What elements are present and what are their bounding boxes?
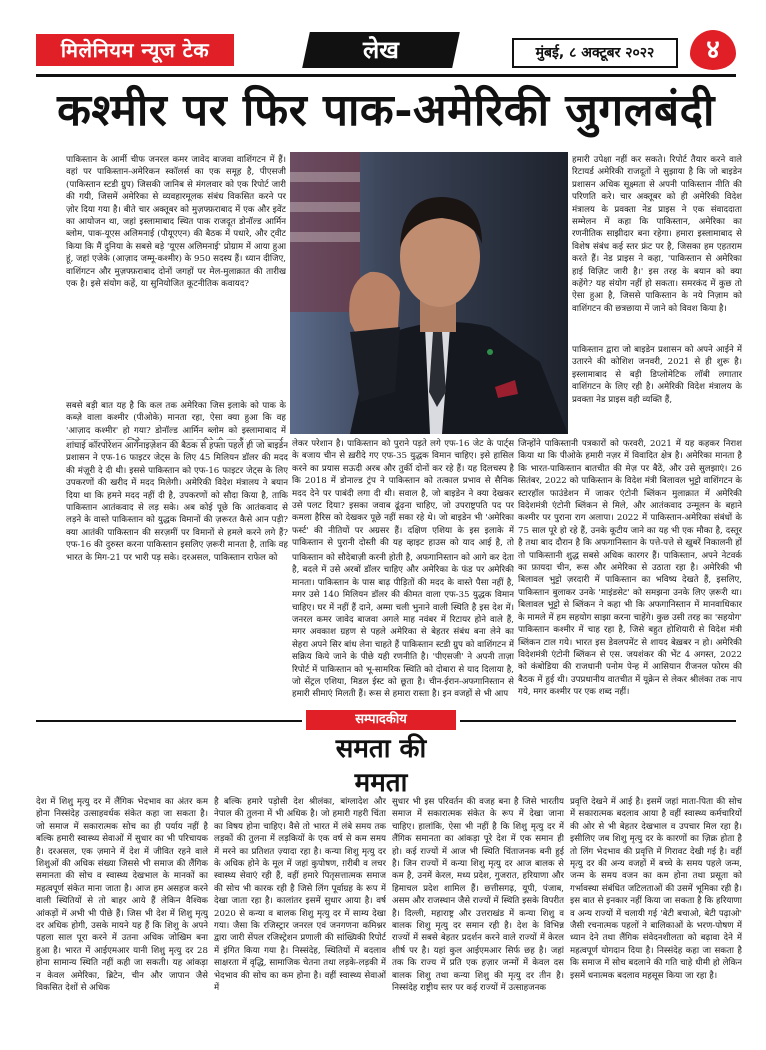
article-column-left: पाकिस्तान के आर्मी चीफ जनरल कमर जावेद बाजवा वाशिंगटन में हैं। वहां पर पाकिस्तान-अमेरिकन स्कॉलर्स का एक समूह है, पीएसजी (पाकिस्तान स्टडी ग्रुप) जिसकी जानिब से मंगलवार को एक रिपोर्ट जारी की गयी, जिसमें अमेरिका से व्यवहारमूलक संबंध विकसित करने पर ज़ोर दिया गया है। बीते चार अक्तूबर को मुज़फ्फ़राबाद में एक और इवेंट का आयोजन था, जहां इस्लामाबाद स्थित पाक राजदूत डोनॉल्ड आर्मिन ब्लोम, पाक-यूएस अलिमनाई (पौयूएएन) की बैठक में पधारे, और ट्वीट किया कि मैं दुनिया के सबसे बड़े 'यूएस अलिमनाई' प्रोग्राम में आया हुआ हूं, जहां एजेके (आज़ाद जम्मू-कश्मीर) के 950 सदस्य हैं। ध्यान दीजिए, वाशिंगटन और मुज़फ्फ़राबाद दोनों जगहों पर मेल-मुलाक़ात की तारीख एक है। इसे संयोग कहें, या सुनियोजित कूटनीतिक कवायद? — [66, 155, 286, 290]
editorial-column-3: सुधार भी इस परिवर्तन की वजह बना है जिसे भारतीय समाज में सकारात्मक संकेत के रूप में देखा जाना चाहिए। हालांकि, ऐसा भी नहीं है कि शिशु मृत्यु दर में लैंगिक समानता का आंकड़ा पूरे देश में एक समान ही हो। कई राज्यों में आज भी स्थिति चिंताजनक बनी हुई है। जिन राज्यों में कन्या शिशु मृत्यु दर आज बालक से कम है, उनमें केरल, मध्य प्रदेश, गुजरात, हरियाणा और हिमाचल प्रदेश शामिल हैं। छत्तीसगढ़, यूपी, पंजाब, असम और राजस्थान जैसे राज्यों में स्थिति इसके विपरीत है। दिल्ली, महाराष्ट्र और उत्तराखंड में कन्या शिशु व बालक शिशु मृत्यु दर समान रही है। देश के विभिन्न राज्यों में सबसे बेहतर प्रदर्शन करने वाले राज्यों में केरल शीर्ष पर है। यहां कुल आईएमआर सिर्फ छह है। जहां तक कि राज्य में प्रति एक हज़ार जन्मों में केवल दस बालक शिशु तथा कन्या शिशु की मृत्यु दर तीन है। निस्संदेह राष्ट्रीय स्तर पर कई राज्यों में उत्साहजनक — [392, 797, 564, 994]
editorial-column-4: प्रवृत्ति देखने में आई है। इसमें जहां माता-पिता की सोच में सकारात्मक बदलाव आया है वहीं स्वास्थ्य कर्मचारियों की ओर से भी बेहतर देखभाल व उपचार मिल रहा है। इसीलिए जब शिशु मृत्यु दर के कारणों का ज़िक्र होता है तो लिंग भेदभाव की प्रवृत्ति में गिरावट देखी गई है। वहीं मृत्यु दर की अन्य वजहों में बच्चे के समय पहले जन्म, जन्म के समय वजन का कम होना तथा प्रसूता को गर्भावस्था संबंधित जटिलताओं की उसमें भूमिका रही है। इस बात से इनकार नहीं किया जा सकता है कि हरियाणा व अन्य राज्यों में चलायी गई 'बेटी बचाओ, बेटी पढ़ाओ' जैसी रचनात्मक पहलों ने बालिकाओं के भरण-पोषण में ध्यान देने तथा लैंगिक संवेदनशीलता को बढ़ावा देने में महत्वपूर्ण योगदान दिया है। निस्संदेह कहा जा सकता है कि समाज में सोच बदलाने की गति चाहे धीमी हो लेकिन इसमें धनात्मक बदलाव महसूस किया जा रहा है। — [570, 797, 742, 981]
section-tag — [302, 32, 460, 68]
portrait-illustration — [290, 152, 568, 434]
brand-logo: मिलेनियम न्यूज टेक — [36, 34, 234, 66]
article-column-right-mid: पाकिस्तान द्वारा जो बाइडेन प्रशासन को अपने आईने में उतारने की कोशिश जनवरी, 2021 से ही शुरू है। इस्लामाबाद से बड़ी डिप्लोमेटिक लॉबी लगातार वाशिंगटन के लिए रही है। अमेरिकी विदेश मंत्रालय के प्रवक्ता नेड प्राइस वही व्यक्ति हैं, — [572, 345, 742, 405]
article-column-1: शांघाई कॉरपोरेशन आर्गेनाइज़ेशन की बैठक से हफ्ता पहले ही जो बाइडेन प्रशासन ने एफ-16 फाइटर जेट्स के लिए 45 मिलियन डॉलर की मदद की मंज़ूरी दे दी थी। इससे पाकिस्तान को एफ-16 फाइटर जेट्स के लिए उपकरणों की खरीद में मदद मिलेगी। अमेरिकी विदेश मंत्रालय ने बयान दिया था कि हमने मदद नहीं दी है, उपकरणों को सौदा किया है, ताकि पाकिस्तान आतंकवाद से लड़ सके। अब कोई पूछे कि आतंकवाद से लड़ने के वास्ते पाकिस्तान को युद्धक विमानों की ज़रूरत कैसे आन पड़ी? क्या आतंकी पाकिस्तान की सरज़मीं पर विमानों से हमले करने लगे हैं? एफ-16 की दुरुस्त करना पाकिस्तान इसलिए ज़रूरी मानता है, ताकि वह भारत के मिग-21 पर भारी पड़ सके। दरअसल, पाकिस्तान राफेल को — [66, 441, 288, 563]
editorial-column-2: है बल्कि हमारे पड़ोसी देश श्रीलंका, बांग्लादेश और नेपाल की तुलना में भी अधिक है। जो हमारी गहरी चिंता का विषय होना चाहिए। वैसे तो भारत में लंबे समय तक लड़कों की तुलना में लड़कियों के एक वर्ष से कम समय में मरने का प्रतिशत ज़्यादा रहा है। कन्या शिशु मृत्यु दर के अधिक होने के मूल में जहां कुपोषण, ग़रीबी व लचर स्वास्थ्य सेवाएं रही हैं, वहीं हमारे पितृसत्तात्मक समाज की सोच भी कारक रही है जिसे लिंग पूर्वाग्रह के रूप में देखा जाता रहा है। कालांतर इसमें सुधार आया है। वर्ष 2020 से कन्या व बालक शिशु मृत्यु दर में साम्य देखा गया। जैसा कि रजिस्ट्रार जनरल एवं जनगणना कमिश्नर द्वारा जारी सेंपल रजिस्ट्रेशन प्रणाली की सांख्यिकी रिपोर्ट में इंगित किया गया है। निस्संदेह, स्थितियों में बदलाव साक्षरता में वृद्धि, सामाजिक चेतना तथा लड़के-लड़की में भेदभाव की सोच का कम होना है। वहीं स्वास्थ्य सेवाओं में — [214, 797, 386, 994]
article-column-left-wide-start: सबसे बड़ी बात यह है कि कल तक अमेरिका जिस इलाके को पाक के कब्ज़े वाला कश्मीर (पीओके) मानता रहा, ऐसा क्या हुआ कि वह 'आज़ाद कश्मीर' हो गया? डोनॉल्ड आर्मिन ब्लोम को इस्लामाबाद में — [66, 401, 286, 436]
section-tag-label: लेख — [363, 36, 399, 64]
editorial-label: सम्पादकीय — [306, 710, 456, 730]
article-column-4: जिन्होंने पाकिस्तानी पत्रकारों को फरवरी, 2021 में यह कहकर निराश किया था कि पीओके हमारी नज़र में विवादित क्षेत्र है। अमेरिका मानता है कि भारत-पाकिस्तान बातचीत की मेज़ पर बैठें, और उसे सुलझाएं। 26 सितंबर, 2022 को पाकिस्तान के विदेश मंत्री बिलावल भुट्टो वाशिंगटन के स्टारहॉल फाउंडेशन में जाकर एंटोनी ब्लिंकन मुलाक़ात में अमेरिकी विदेशमंत्री एंटोनी ब्लिंकन से मिले, और आतंकवाद उन्मूलन के बहाने कश्मीर पर पुराना राग अलापा। 2022 में पाकिस्तान-अमेरिका संबंधों के 75 साल पूरे हो रहे हैं, उनके कूटीय जाने का यह भी एक मौका है, दस्तूर है तथा बाद दौरान है कि अफगानिस्तान के पत्ते-पत्ते से खुबरें निकालनी हों तो पाकिस्तानी शुद्ध सबसे अधिक कारगर हैं। पाकिस्तान, अपने नेटवर्क का फ़ायदा चीन, रूस और अमेरिका से उठाता रहा है। अमेरिकी भी बिलावल भुट्टो ज़रदारी में पाकिस्तान का भविष्य देखते हैं, इसलिए, पाकिस्तान बुलाकर उनके 'माइंडसेट' को समझना उनके लिए ज़रूरी था। बिलावल भुट्टो से ब्लिंकन ने कहा भी कि अफगानिस्तान में मानवाधिकार के मामले में हम सहयोग साझा करना चाहेंगे। कुछ उसी तरह का 'सहयोग' पाकिस्तान कश्मीर में चाह रहा है, जिसे बहुत होशियारी से विदेश मंत्री ब्लिंकन टाल गये। भारत इस डेवलपमेंट से शायद बेख़बर न हो। अमेरिकी विदेशमंत्री एंटोनी ब्लिंकन से एस. जयशंकर की भेंट 4 अगस्त, 2022 को कंबोडिया की राजधानी पनोम पेन्ह में आसियान रीजनल फोरम की बैठक में हुई थी। उपप्रधानीय वातचीत में यूक्रेन से लेकर श्रीलंका तक नाप गये, मगर कश्मीर पर एक शब्द नहीं। — [518, 439, 742, 698]
page-number: ४ — [690, 30, 736, 70]
headline: कश्मीर पर फिर पाक-अमेरिकी जुगलबंदी — [57, 85, 715, 136]
portrait-photo — [290, 152, 568, 434]
dateline: मुंबई, ८ अक्टूबर २०२२ — [512, 38, 678, 68]
editorial-rule-left — [36, 720, 302, 722]
editorial-rule-right — [460, 720, 736, 722]
masthead — [0, 26, 766, 72]
article-column-3: पाकिस्तान को सौदेबाज़ी करनी होती है, अफगानिस्तान को आगे कर देता है, बदले में उसे अरबों डॉलर चाहिए और अमेरिका के फंड पर अमेरिकी मानता। पाकिस्तान के पास बाढ़ पीड़ितों की मदद के वास्ते पैसा नहीं है, मगर उसे 140 मिलियन डॉलर की कीमत वाला एफ-35 युद्धक विमान चाहिए। घर में नहीं हैं दाने, अम्मा चली भुनाने वाली स्थिति है इस देश में। जनरल कमर जावेद बाजवा अगले माह नवंबर में रिटायर होने वाले हैं, मगर अवकाश ग्रहण से पहले अमेरिका से बेहतर संबंध बना लेने का सेहरा अपने सिर बांध लेना चाहते हैं पाकिस्तान स्टडी ग्रुप को वाशिंगटन में सक्रिय किये जाने के पीछे यही रणनीति है। 'पीएसजी' ने अपनी ताज़ा रिपोर्ट में पाकिस्तान को भू-सामरिक स्थिति को दोबारा से याद दिलाया है, जो सेंट्रल एशिया, मिडल ईस्ट को छूता है। चीन-ईरान-अफगानिस्तान से हमारी सीमाएं मिलती हैं। रूस से हमारा रास्ता है। इन वजहों से भी आप — [292, 553, 514, 700]
article-column-right-top: हमारी उपेक्षा नहीं कर सकते। रिपोर्ट तैयार करने वाले रिटायर्ड अमेरिकी राजदूतों ने सुझाया है कि जो बाइडेन प्रशासन अधिक सूक्ष्मता से अपनी पाकिस्तान नीति की परिणति करे। चार अक्तूबर को ही अमेरिकी विदेश मंत्रालय के प्रवक्ता नेड प्राइस ने एक संवाददाता सम्मेलन में कहा कि पाकिस्तान, अमेरिका का रणनीतिक साझीदार बना रहेगा। हमारा इस्लामाबाद से विशेष संबंध कई स्तर फ्रंट पर है, जिसका हम एहतराम करते हैं। नेड प्राइस ने कहा, 'पाकिस्तान से अमेरिका हाई विज़िट जारी है।' इस तरह के बयान को क्या कहेंगे? यह संयोग नहीं हो सकता। समरकंद में कुछ तो ऐसा हुआ है, जिससे पाकिस्तान के नये निज़ाम को वाशिंगटन की छत्रछाया में जाने को विवश किया है। — [572, 155, 742, 314]
article-column-2: लेकर परेशान है। पाकिस्तान को पुराने पड़ते लगे एफ-16 जेट के पार्ट्स के बजाय चीन से ख़रीदे गए एफ-35 युद्धक विमान चाहिए। इसे हासिल करने का प्रयास सऊदी अरब और तुर्की दोनों कर रहे हैं। यह दिलचस्प है कि 2018 में डोनाल्ड ट्रंप ने पाकिस्तान को तत्काल प्रभाव से सैनिक मदद देने पर पाबंदी लगा दी थी। सवाल है, जो बाइडेन ने क्या देखकर उसे पलट दिया? इसका जवाब ढूंढ़ना चाहिए, जो उपराष्ट्रपति पद पर कमला हैरिस को देखकर पूछे नहीं सका रहे थे। जो बाइडेन भी 'अमेरिका फर्स्ट' की नीतियों पर अग्रसर हैं। दक्षिण एशिया के इस इलाके में पाकिस्तान से पुरानी दोस्ती की यह व्हाइट हाउस को याद आई है, तो — [292, 439, 514, 548]
top-rule — [36, 74, 736, 77]
editorial-title: समता की ममता — [335, 734, 427, 798]
editorial-column-1: देश में शिशु मृत्यु दर में लैंगिक भेदभाव का अंतर कम होना निस्संदेह उत्साहवर्धक संकेत कहा जा सकता है। जो समाज में सकारात्मक सोच का ही पर्याय नहीं है बल्कि हमारी स्वास्थ्य सेवाओं में सुधार का भी परिचायक है। दरअसल, एक ज़माने में देश में जीवित रहने वाले शिशुओं की अधिक संख्या जिससे भी समाज की लैंगिक समानता की सोच व स्वास्थ्य देखभाल के मानकों का महत्वपूर्ण संकेत माना जाता है। आज हम असहज करने वाली स्थितियों से तो बाहर आये हैं लेकिन वैश्विक आंकड़ों में अभी भी पीछे हैं। जिस भी देश में शिशु मृत्यु दर अधिक होगी, उसके मायने यह हैं कि शिशु के अपने पहला साल पूरा करने में उतना अधिक जोखिम बना हुआ है। भारत में आईएमआर यानी शिशु मृत्यु दर 28 होना सामान्य स्थिति नहीं कही जा सकती। यह आंकड़ा न केवल अमेरिका, ब्रिटेन, चीन और जापान जैसे विकसित देशों से अधिक — [36, 797, 208, 994]
